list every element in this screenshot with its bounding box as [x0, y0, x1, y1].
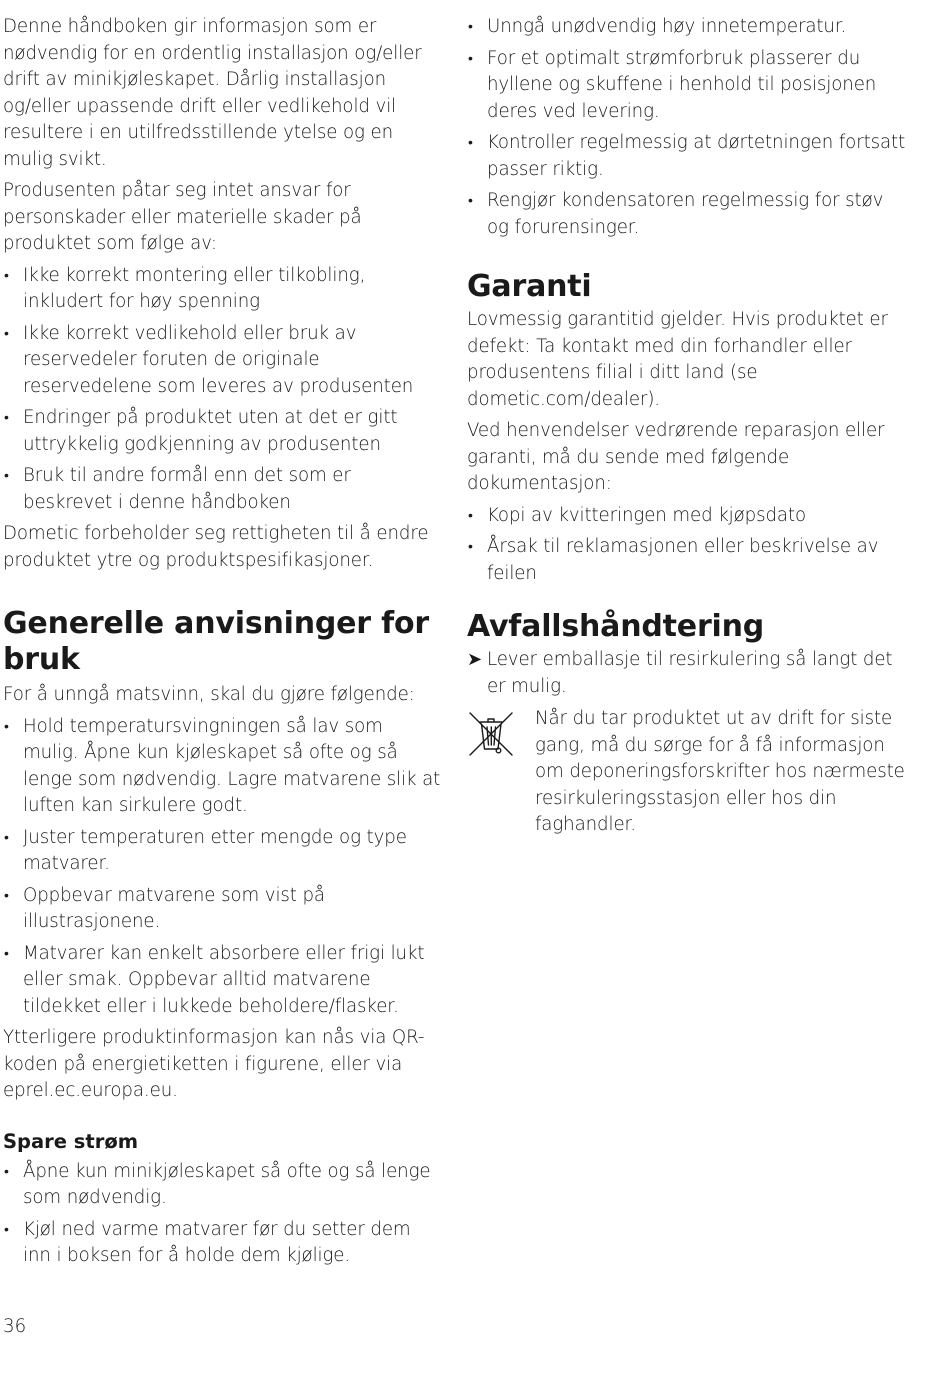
warranty-paragraph-1: Lovmessig garantitid gjelder. Hvis produktet er defekt: Ta kontakt med din forhandler eller produsentens filial i ditt land (se dometic.com/dealer). — [467, 309, 888, 410]
list-item: • Kjøl ned varme matvarer før du setter dem inn i boksen for å holde dem kjølige. — [4, 1218, 411, 1266]
page-number: 36 — [3, 1316, 27, 1337]
bullet-icon: • — [4, 887, 9, 904]
bullet-icon: • — [4, 945, 9, 962]
save-power-heading: Spare strøm — [3, 1129, 139, 1153]
list-item: • Matvarer kan enkelt absorbere eller frigi lukt eller smak. Oppbevar alltid matvarene tildekket eller i lukkede beholdere/flasker. — [4, 942, 425, 1017]
list-item: • Juster temperaturen etter mengde og type matvarer. — [4, 826, 407, 874]
liability-list — [3, 263, 443, 517]
bullet-icon: • — [468, 539, 473, 555]
general-heading: Generelle anvisninger for bruk — [3, 606, 429, 677]
disposal-heading: Avfallshåndtering — [467, 609, 765, 644]
arrow-icon: ➤ — [467, 649, 482, 670]
save-power-list — [3, 1159, 443, 1270]
list-item: • Kopi av kvitteringen med kjøpsdato — [467, 503, 907, 530]
right-column — [467, 14, 907, 844]
list-item: • Endringer på produktet uten at det er gitt uttrykkelig godkjenning av produsenten — [4, 407, 398, 455]
bullet-icon: • — [468, 193, 473, 209]
bullet-icon: • — [4, 1163, 9, 1180]
warranty-heading: Garanti — [467, 269, 592, 304]
list-item: • For et optimalt strømforbruk plasserer du hyllene og skuffene i henhold til posisjonen deres ved levering. — [468, 47, 877, 122]
bullet-icon: • — [468, 19, 473, 35]
bullet-icon: • — [468, 135, 473, 151]
bullet-icon: • — [4, 325, 9, 342]
list-item: • Bruk til andre formål enn det som er beskrevet i denne håndboken — [4, 465, 351, 513]
save-power-list-continued — [467, 14, 907, 241]
general-list — [3, 714, 443, 1021]
bullet-icon: • — [4, 1221, 9, 1238]
list-item: • Årsak til reklamasjonen eller beskrivelse av feilen — [468, 536, 879, 584]
bullet-icon: • — [4, 718, 9, 735]
bullet-icon: • — [4, 829, 9, 846]
crossed-out-wheelie-bin-icon — [467, 710, 515, 758]
warranty-list — [467, 503, 907, 588]
intro-paragraph-3: Dometic forbeholder seg rettigheten til å endre produktet ytre og produktspesifikasjoner. — [3, 523, 429, 571]
warranty-paragraph-2: Ved henvendelser vedrørende reparasjon eller garanti, må du sende med følgende dokumentasjon: — [467, 420, 885, 494]
bullet-icon: • — [468, 507, 473, 524]
intro-paragraph-2: Produsenten påtar seg intet ansvar for personskader eller materielle skader på produktet som følge av: — [3, 180, 362, 254]
weee-notice — [467, 706, 907, 839]
general-intro: For å unngå matsvinn, skal du gjøre følgende: — [3, 684, 415, 705]
list-item: • Unngå unødvendig høy innetemperatur. — [467, 14, 907, 41]
list-item: • Åpne kun minikjøleskapet så ofte og så lenge som nødvendig. — [4, 1160, 431, 1208]
list-item: • Ikke korrekt montering eller tilkobling, inkludert for høy spenning — [4, 264, 366, 312]
left-column — [3, 14, 443, 1275]
list-item: • Kontroller regelmessig at dørtetningen fortsatt passer riktig. — [468, 132, 906, 180]
list-item: • Rengjør kondensatoren regelmessig for støv og forurensinger. — [468, 190, 884, 238]
weee-text: Når du tar produktet ut av drift for siste gang, må du sørge for å få informasjon om deponeringsforskrifter hos nærmeste resirkuleringsstasjon eller hos din faghandler. — [535, 708, 905, 835]
intro-paragraph-1: Denne håndboken gir informasjon som er nødvendig for en ordentlig installasjon og/eller drift av minikjøleskapet. Dårlig installasjon og/eller upassende drift eller vedlikehold vil resultere i en utilfredsstillende ytelse og en mulig svikt. — [3, 16, 422, 170]
bullet-icon: • — [4, 410, 9, 426]
list-item: • Oppbevar matvarene som vist på illustrasjonene. — [4, 884, 325, 932]
list-item: • Hold temperatursvingningen så lav som mulig. Åpne kun kjøleskapet så ofte og så lenge som nødvendig. Lagre matvarene slik at luften kan sirkulere godt. — [4, 715, 441, 816]
list-item: • Ikke korrekt vedlikehold eller bruk av reservedeler foruten de originale reservedelene som leveres av produsenten — [4, 322, 414, 397]
bullet-icon: • — [4, 468, 9, 484]
bullet-icon: • — [468, 50, 473, 67]
general-outro: Ytterligere produktinformasjon kan nås via QR-koden på energietiketten i figurene, eller via eprel.ec.europa.eu. — [3, 1027, 425, 1101]
bullet-icon: • — [4, 267, 9, 284]
disposal-instruction: ➤ Lever emballasje til resirkulering så langt det er mulig. — [467, 649, 893, 697]
